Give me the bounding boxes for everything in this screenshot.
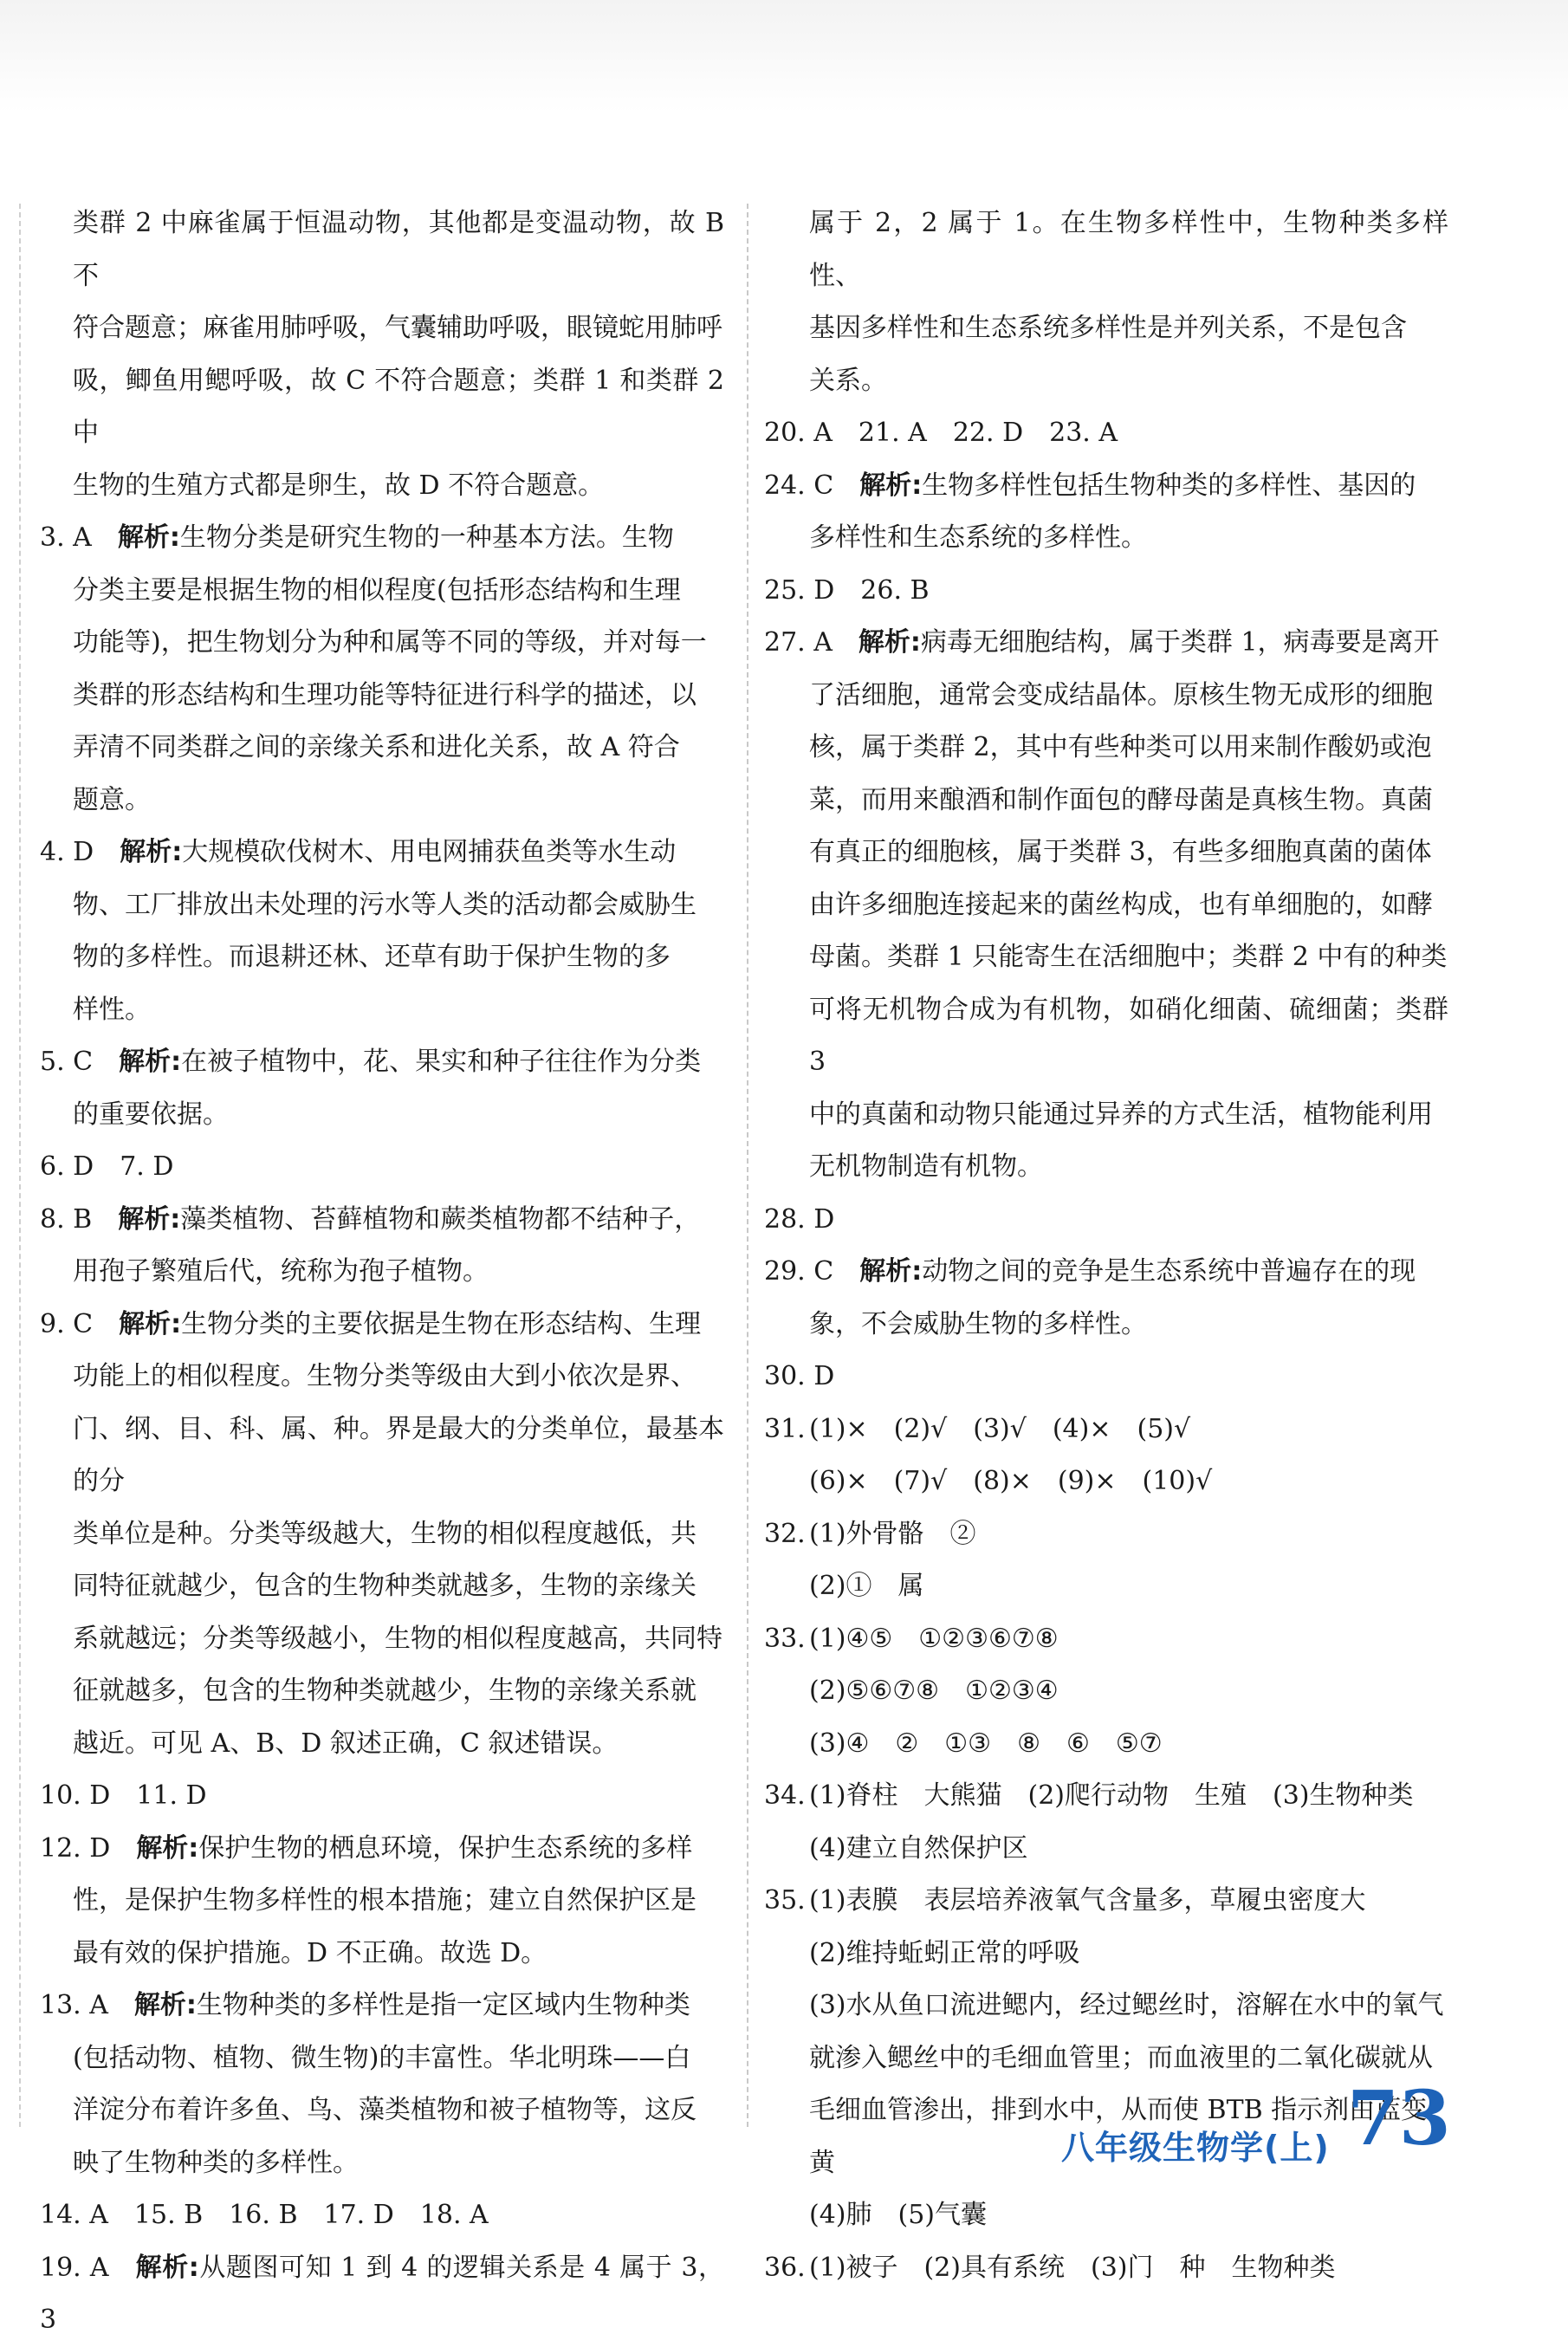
answer-text: 生物多样性包括生物种类的多样性、基因的 xyxy=(922,470,1416,501)
answer-item xyxy=(40,1299,724,1771)
continued-answer xyxy=(764,198,1448,407)
answer-text: 动物之间的竞争是生态系统中普遍存在的现 xyxy=(922,1256,1416,1287)
margin-line xyxy=(19,204,21,2127)
answer-line: (4)建立自然保护区 xyxy=(809,1832,1028,1864)
answer-text: 藻类植物、苔藓植物和蕨类植物都不结种子， xyxy=(180,1203,701,1235)
answer-line: 无机物制造有机物。 xyxy=(809,1151,1043,1182)
answer-line: (2)⑤⑥⑦⑧ ①②③④ xyxy=(809,1676,1059,1706)
answer-line: 中的真菌和动物只能通过异养的方式生活，植物能利用 xyxy=(809,1099,1433,1130)
answer-item xyxy=(764,1613,1448,1771)
answer-item xyxy=(764,617,1448,1194)
answer-line xyxy=(764,1613,1448,1666)
continued-answer xyxy=(40,198,724,512)
answer-item xyxy=(764,1770,1448,1875)
answer-line xyxy=(764,1404,1448,1456)
answer-row: 25. D 26. B xyxy=(764,574,930,606)
answer-line: 母菌。类群 1 只能寄生在活细胞中；类群 2 中有的种类 xyxy=(809,942,1448,972)
answer-line: 系就越远；分类等级越小，生物的相似程度越高，共同特 xyxy=(73,1623,722,1654)
page-number: 73 xyxy=(1347,2075,1451,2162)
question-number: 31. xyxy=(764,1413,806,1444)
analysis-label: 解析: xyxy=(135,2252,199,2283)
answer-line: (2)① 属 xyxy=(809,1571,924,1601)
answer-line: (4)肺 (5)气囊 xyxy=(809,2200,987,2230)
answer-line xyxy=(40,1194,724,1247)
answer-item xyxy=(40,1036,724,1141)
answer-item xyxy=(40,512,724,827)
question-number: 4. D xyxy=(40,837,94,867)
answer-text: 在被子植物中，花、果实和种子往往作为分类 xyxy=(181,1047,702,1077)
answer-line: 映了生物种类的多样性。 xyxy=(73,2147,359,2178)
answer-line: 功能等)，把生物划分为种和属等不同的等级，并对每一 xyxy=(73,627,707,658)
answer-line xyxy=(764,1246,1448,1299)
answer-row: 14. A 15. B 16. B 17. D 18. A xyxy=(40,2200,489,2230)
answer-row: 6. D 7. D xyxy=(40,1151,174,1182)
answer-line: 毛细血管渗出，排到水中，从而使 BTB 指示剂由蓝变黄 xyxy=(809,2095,1428,2178)
answer-row: 30. D xyxy=(764,1361,835,1391)
answer-line: 吸，鲫鱼用鳃呼吸，故 C 不符合题意；类群 1 和类群 2 中 xyxy=(73,365,724,448)
answer-text: 生物分类是研究生物的一种基本方法。生物 xyxy=(179,522,674,553)
answer-line: 象，不会威胁生物的多样性。 xyxy=(809,1308,1147,1339)
answer-line: 分类主要是根据生物的相似程度(包括形态结构和生理 xyxy=(73,574,681,606)
book-title: 八年级生物学(上) xyxy=(1061,2129,1330,2167)
answer-line: 类单位是种。分类等级越大，生物的相似程度越低，共 xyxy=(73,1518,697,1549)
question-number: 24. C xyxy=(764,470,834,501)
answer-item xyxy=(40,1980,724,2189)
analysis-label: 解析: xyxy=(859,470,923,501)
answer-row: 10. D 11. D xyxy=(40,1780,207,1811)
analysis-label: 解析: xyxy=(120,837,183,867)
answer-line: 最有效的保护措施。D 不正确。故选 D。 xyxy=(73,1937,548,1968)
answer-line: 门、纲、目、科、属、种。界是最大的分类单位，最基本的分 xyxy=(73,1413,724,1496)
analysis-label: 解析: xyxy=(118,1203,181,1235)
answer-line: 属于 2，2 属于 1。在生物多样性中，生物种类多样性、 xyxy=(809,208,1448,291)
answer-item xyxy=(40,2242,724,2347)
analysis-label: 解析: xyxy=(117,522,180,553)
answer-line: 有真正的细胞核，属于类群 3，有些多细胞真菌的菌体 xyxy=(809,837,1432,867)
question-number: 5. C xyxy=(40,1047,94,1077)
question-number: 13. A xyxy=(40,1990,108,2020)
answer-line: 菜，而用来酿酒和制作面包的酵母菌是真核生物。真菌 xyxy=(809,784,1433,815)
question-number: 33. xyxy=(764,1623,806,1654)
answer-line: (包括动物、植物、微生物)的丰富性。华北明珠——白 xyxy=(73,2042,691,2073)
answer-line: 样性。 xyxy=(73,994,151,1025)
question-number: 32. xyxy=(764,1518,806,1549)
answer-row: 28. D xyxy=(764,1203,835,1235)
answer-item xyxy=(764,460,1448,565)
answer-line: 同特征就越少，包含的生物种类就越多，生物的亲缘关 xyxy=(73,1571,697,1601)
analysis-label: 解析: xyxy=(859,1256,923,1287)
answer-text: (1)外骨骼 ② xyxy=(809,1518,976,1549)
question-number: 12. D xyxy=(40,1832,111,1864)
answer-item xyxy=(764,1508,1448,1613)
analysis-label: 解析: xyxy=(136,1832,199,1864)
answer-line xyxy=(764,1770,1448,1823)
question-number: 8. B xyxy=(40,1203,93,1235)
answer-text: 大规模砍伐树木、用电网捕获鱼类等水生动 xyxy=(182,837,677,867)
answer-text: 保护生物的栖息环境，保护生态系统的多样 xyxy=(198,1832,693,1864)
answer-line xyxy=(764,1508,1448,1561)
answer-line xyxy=(764,1875,1448,1928)
answer-line xyxy=(40,2242,724,2347)
question-number: 3. A xyxy=(40,522,92,553)
answer-line: 用孢子繁殖后代，统称为孢子植物。 xyxy=(73,1256,489,1287)
answer-line: 生物的生殖方式都是卵生，故 D 不符合题意。 xyxy=(73,470,605,501)
answer-line: (6)× (7)√ (8)× (9)× (10)√ xyxy=(809,1466,1213,1496)
answer-line: 可将无机物合成为有机物，如硝化细菌、硫细菌；类群 3 xyxy=(809,994,1448,1077)
question-number: 9. C xyxy=(40,1308,94,1339)
answer-line xyxy=(764,2242,1448,2295)
answer-item xyxy=(40,1823,724,1981)
answer-item xyxy=(40,827,724,1036)
answer-text: 生物种类的多样性是指一定区域内生物种类 xyxy=(196,1990,690,2020)
analysis-label: 解析: xyxy=(119,1308,182,1339)
answer-line xyxy=(40,827,724,879)
answer-line: 洋淀分布着许多鱼、鸟、藻类植物和被子植物等，这反 xyxy=(73,2095,697,2125)
answer-line xyxy=(40,1036,724,1089)
answer-line: 关系。 xyxy=(809,365,887,396)
answer-line: 题意。 xyxy=(73,784,151,815)
question-number: 29. C xyxy=(764,1256,834,1287)
answer-line xyxy=(40,1980,724,2033)
question-number: 27. A xyxy=(764,627,833,658)
answer-line xyxy=(40,1823,724,1876)
column-divider xyxy=(747,204,748,2127)
analysis-label: 解析: xyxy=(858,627,921,658)
answer-text: (1)× (2)√ (3)√ (4)× (5)√ xyxy=(809,1413,1191,1444)
answer-item xyxy=(764,1404,1448,1508)
answer-line: 基因多样性和生态系统多样性是并列关系，不是包含 xyxy=(809,313,1407,343)
answer-line: 功能上的相似程度。生物分类等级由大到小依次是界、 xyxy=(73,1361,697,1391)
answer-line: 征就越多，包含的生物种类就越少，生物的亲缘关系就 xyxy=(73,1676,697,1706)
right-column xyxy=(764,198,1448,2294)
left-column xyxy=(40,198,724,2347)
answer-row: 20. A 21. A 22. D 23. A xyxy=(764,418,1118,448)
page-top-shade xyxy=(0,0,1568,113)
answer-line: 多样性和生态系统的多样性。 xyxy=(809,522,1147,553)
answer-line: 由许多细胞连接起来的菌丝构成，也有单细胞的，如酵 xyxy=(809,889,1433,920)
answer-item xyxy=(764,1875,1448,2242)
answer-text: (1)被子 (2)具有系统 (3)门 种 生物种类 xyxy=(809,2252,1336,2283)
answer-line: 弄清不同类群之间的亲缘关系和进化关系，故 A 符合 xyxy=(73,732,680,762)
answer-line: 了活细胞，通常会变成结晶体。原核生物无成形的细胞 xyxy=(809,679,1433,710)
answer-line: 符合题意；麻雀用肺呼吸，气囊辅助呼吸，眼镜蛇用肺呼 xyxy=(73,313,722,343)
question-number: 35. xyxy=(764,1885,806,1916)
answer-line: 类群的形态结构和生理功能等特征进行科学的描述，以 xyxy=(73,679,697,710)
answer-line: 类群 2 中麻雀属于恒温动物，其他都是变温动物，故 B 不 xyxy=(73,208,724,291)
answer-text: (1)表膜 表层培养液氧气含量多，草履虫密度大 xyxy=(809,1885,1366,1916)
analysis-label: 解析: xyxy=(133,1990,197,2020)
question-number: 19. A xyxy=(40,2252,109,2283)
answer-item xyxy=(764,1246,1448,1351)
answer-line xyxy=(764,617,1448,670)
answer-line: 物的多样性。而退耕还林、还草有助于保护生物的多 xyxy=(73,942,671,972)
answer-line: 性，是保护生物多样性的根本措施；建立自然保护区是 xyxy=(73,1885,697,1916)
analysis-label: 解析: xyxy=(119,1047,182,1077)
answer-line: (3)④ ② ①③ ⑧ ⑥ ⑤⑦ xyxy=(809,1728,1163,1759)
answer-line: 就渗入鳃丝中的毛细血管里；而血液里的二氧化碳就从 xyxy=(809,2042,1433,2073)
answer-text: 从题图可知 1 到 4 的逻辑关系是 4 属于 3，3 xyxy=(40,2252,724,2335)
answer-text: (1)脊柱 大熊猫 (2)爬行动物 生殖 (3)生物种类 xyxy=(809,1780,1414,1811)
question-number: 34. xyxy=(764,1780,806,1811)
answer-text: 生物分类的主要依据是生物在形态结构、生理 xyxy=(181,1308,702,1339)
answer-line: (3)水从鱼口流进鳃内，经过鳃丝时，溶解在水中的氧气 xyxy=(809,1990,1444,2020)
answer-text: (1)④⑤ ①②③⑥⑦⑧ xyxy=(809,1623,1059,1654)
answer-line: 物、工厂排放出未处理的污水等人类的活动都会威胁生 xyxy=(73,889,697,920)
question-number: 36. xyxy=(764,2252,806,2283)
answer-line xyxy=(764,460,1448,513)
answer-text: 病毒无细胞结构，属于类群 1，病毒要是离开 xyxy=(920,627,1440,658)
answer-line: (2)维持蚯蚓正常的呼吸 xyxy=(809,1937,1080,1968)
answer-line: 的重要依据。 xyxy=(73,1099,229,1130)
answer-line: 核，属于类群 2，其中有些种类可以用来制作酸奶或泡 xyxy=(809,732,1432,762)
answer-item xyxy=(764,2242,1448,2295)
answer-line xyxy=(40,1299,724,1352)
answer-line xyxy=(40,512,724,565)
answer-line: 越近。可见 A、B、D 叙述正确，C 叙述错误。 xyxy=(73,1728,619,1759)
answer-item xyxy=(40,1194,724,1299)
